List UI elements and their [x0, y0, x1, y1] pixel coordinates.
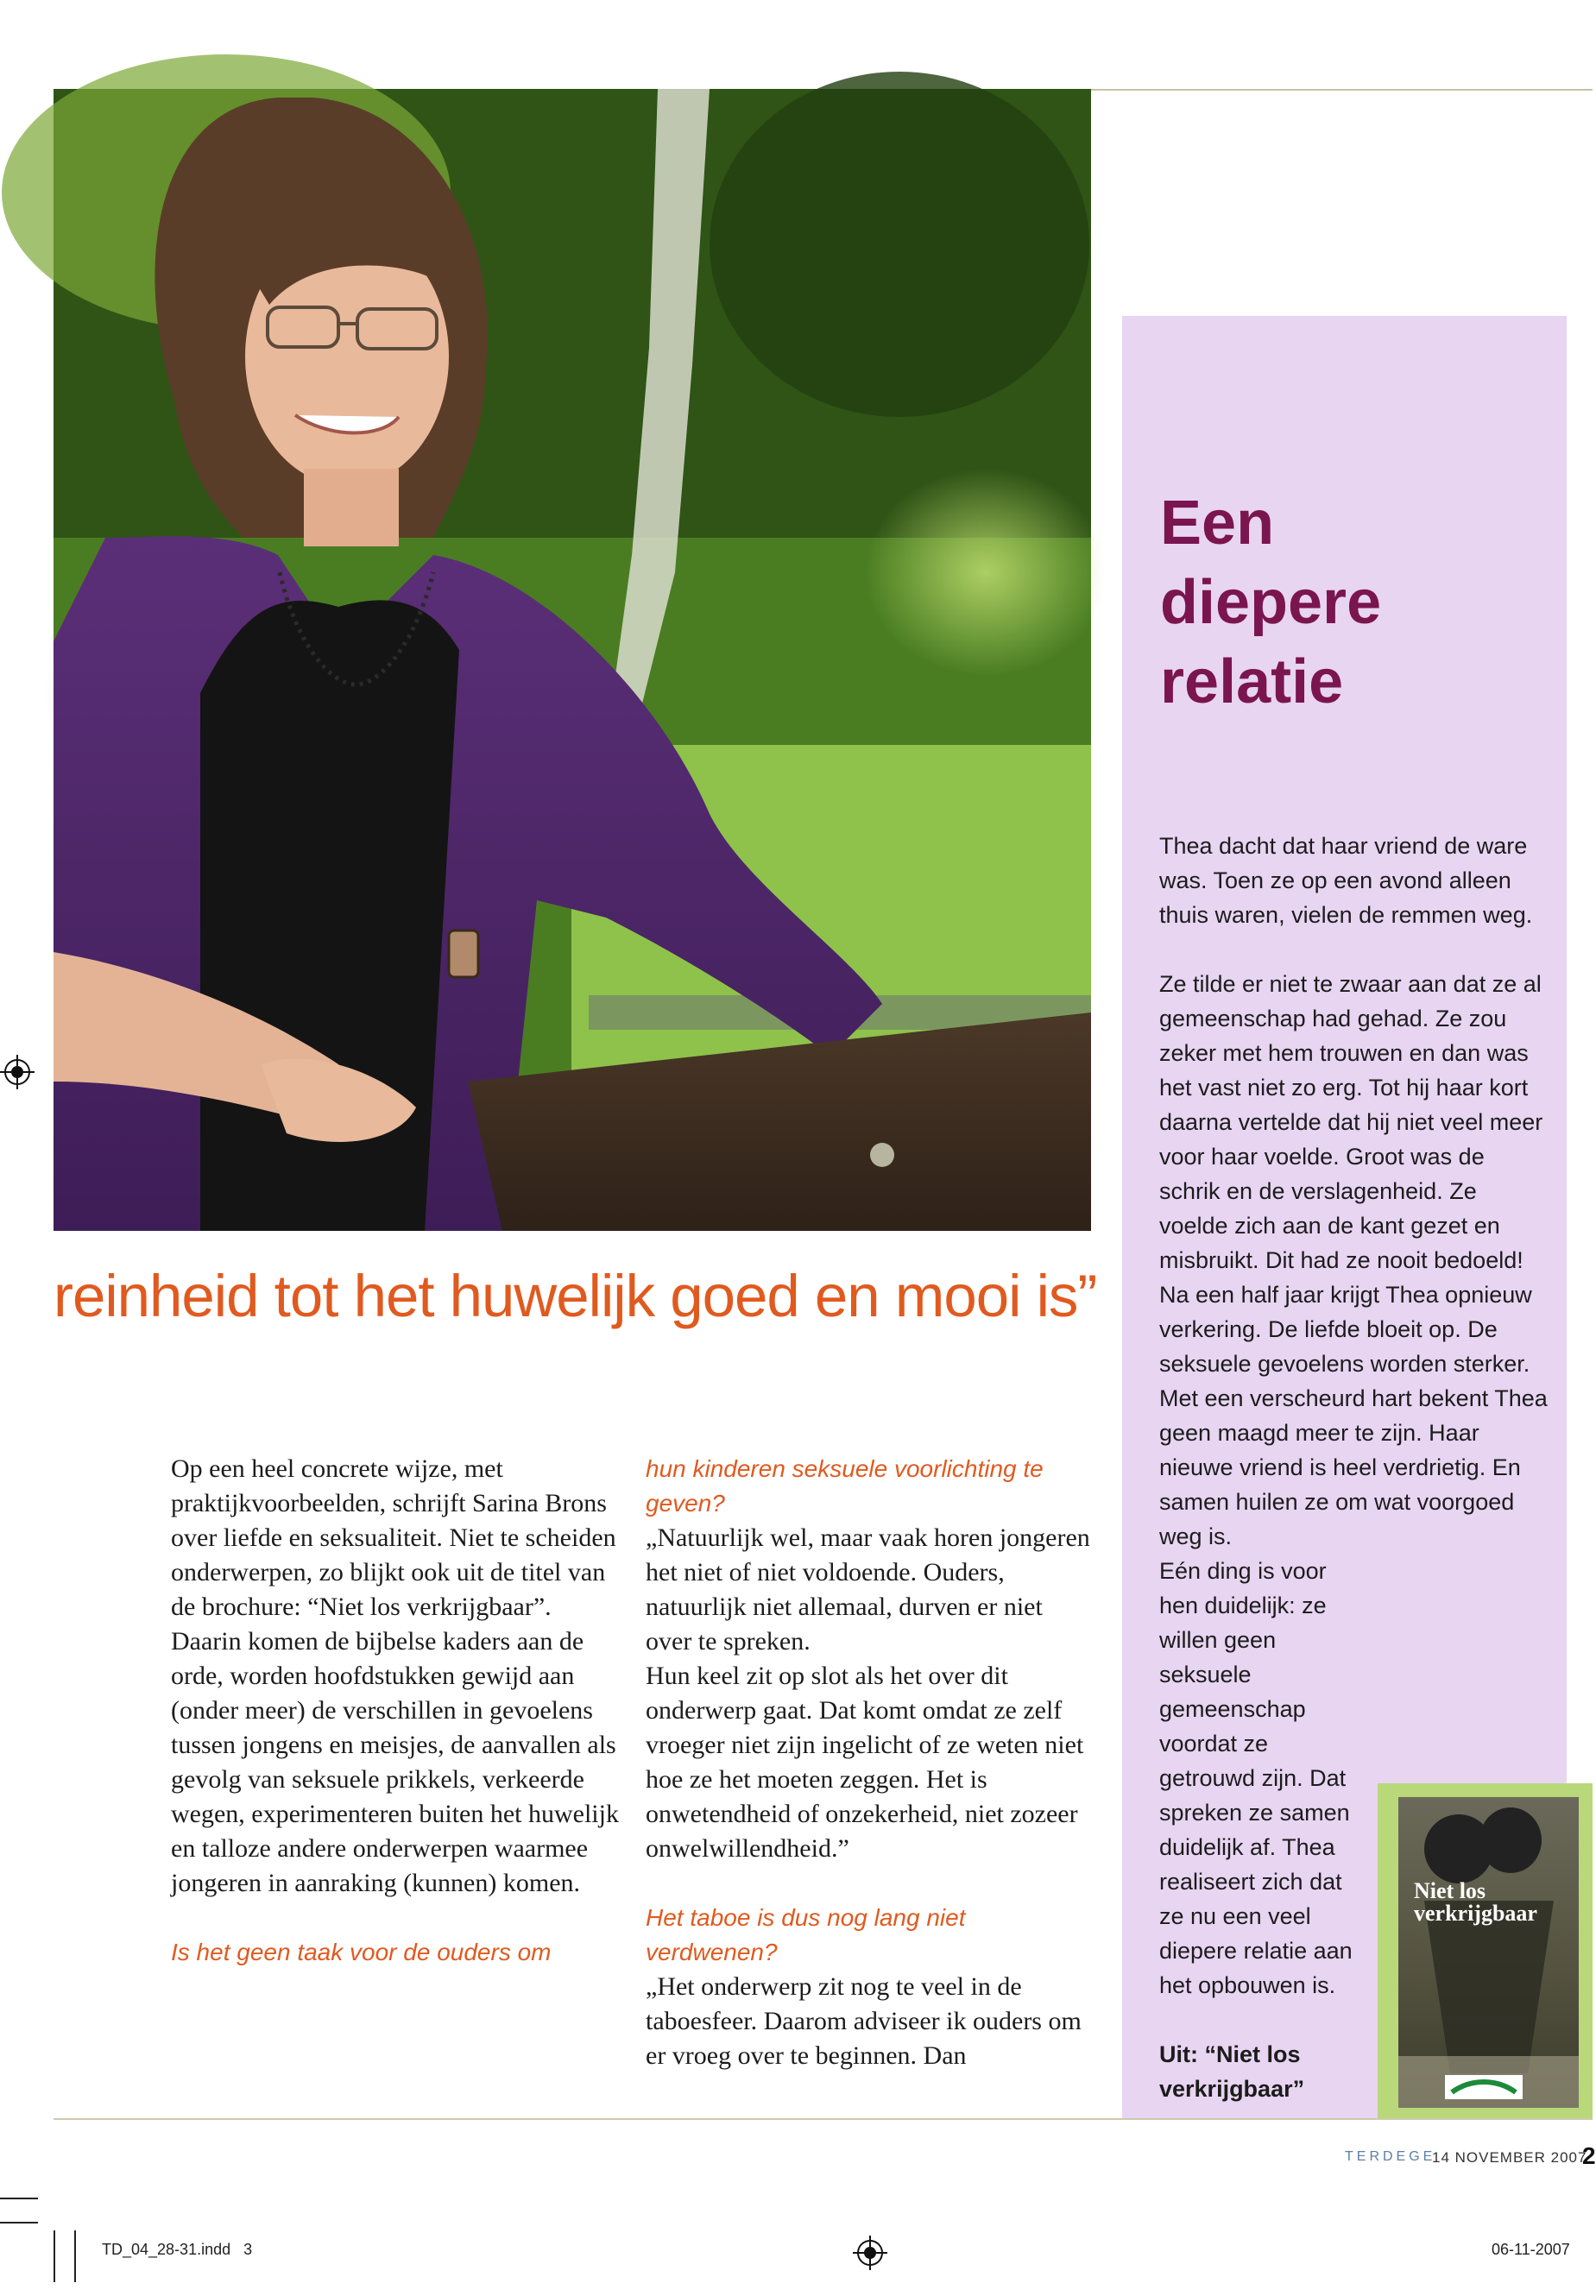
sidebar-paragraph: Ze tilde er niet te zwaar aan dat ze al gemeenschap had gehad. Ze zou zeker met hem trouwen en dan was het vast niet zo erg. Tot hij haar kort daarna vertelde dat hij niet veel meer voor haar voelde. Groot was de schrik en de verslagenheid. Ze voelde zich aan de kant gezet en misbruikt. Dit had ze nooit bedoeld!	[1159, 971, 1543, 1273]
book-cover	[1378, 1783, 1593, 2120]
article-column-1	[171, 1452, 620, 1970]
sidebar-title-line: Een	[1160, 489, 1275, 558]
slug-date: 06-11-2007	[1492, 2241, 1570, 2258]
book-shadow-illustration	[1398, 1797, 1579, 2108]
sidebar-paragraph: Eén ding is voor hen duidelijk: ze willen geen seksuele gemeenschap voordat ze getrouwd zijn. Dat spreken ze samen duidelijk af. Thea realiseert zich dat ze nu een veel diepere relatie aan het opbouwen is.	[1159, 1558, 1353, 1998]
publisher-logo-icon	[1445, 2075, 1523, 2099]
footer-page-number: 2	[1582, 2142, 1596, 2169]
registration-mark-icon	[853, 2236, 887, 2270]
registration-mark-icon	[0, 1055, 35, 1089]
interview-question: Is het geen taak voor de ouders om	[171, 1939, 552, 1965]
sidebar-paragraph: Thea dacht dat haar vriend de ware was. Toen ze op een avond alleen thuis waren, vielen de remmen weg.	[1159, 833, 1533, 928]
article-paragraph: Daarin komen de bijbelse kaders aan de orde, worden hoofdstukken gewijd aan (onder meer) de verschillen in gevoelens tussen jongens en meisjes, de aanvallen als gevolg van seksuele prikkels, verkeerde wegen, experimenteren buiten het huwelijk en talloze andere onderwerpen waarmee jongeren in aanraking (kunnen) komen.	[171, 1627, 619, 1897]
article-paragraph: Op een heel concrete wijze, met praktijkvoorbeelden, schrijft Sarina Brons over liefde en seksualiteit. Niet te scheiden onderwerpen, zo blijkt ook uit de titel van de brochure: “Niet los verkrijgbaar”.	[171, 1454, 616, 1621]
sidebar-title	[1160, 483, 1540, 722]
interview-question: Het taboe is dus nog lang niet verdwenen?	[646, 1904, 966, 1965]
pull-quote: reinheid tot het huwelijk goed en mooi is”	[54, 1263, 1097, 1329]
article-paragraph: „Natuurlijk wel, maar vaak horen jongeren het niet of niet voldoende. Ouders, natuurlijk niet allemaal, durven er niet over te spreken.	[646, 1523, 1090, 1656]
footer-rule	[54, 2118, 1593, 2120]
crop-mark	[54, 2230, 55, 2282]
portrait-photo	[54, 89, 1091, 1231]
interview-question: hun kinderen seksuele voorlichting te geven?	[646, 1455, 1044, 1517]
book-cover-image	[1398, 1797, 1579, 2108]
sidebar-title-line: relatie	[1160, 647, 1344, 716]
footer-magazine-name: TERDEGE	[1345, 2149, 1436, 2164]
article-paragraph: „Het onderwerp zit nog te veel in de taboesfeer. Daarom adviseer ik ouders om er vroeg over te beginnen. Dan	[646, 1972, 1082, 2070]
book-title: Niet los verkrijgbaar	[1414, 1878, 1537, 1926]
sidebar-paragraph: Na een half jaar krijgt Thea opnieuw verkering. De liefde bloeit op. De seksuele gevoelens worden sterker. Met een verscheurd hart bekent Thea geen maagd meer te zijn. Haar nieuwe vriend is heel verdrietig. En samen huilen ze om wat voorgoed weg is.	[1159, 1282, 1548, 1549]
frame-rule-top	[1091, 89, 1593, 91]
slug-filename: TD_04_28-31.indd 3	[102, 2241, 253, 2258]
article-column-2	[646, 1452, 1094, 2073]
sidebar-source: Uit: “Niet los verkrijgbaar”	[1159, 2041, 1305, 2102]
crop-mark	[0, 2222, 38, 2223]
crop-mark	[74, 2230, 76, 2282]
crop-mark	[0, 2198, 38, 2199]
article-paragraph: Hun keel zit op slot als het over dit onderwerp gaat. Dat komt omdat ze zelf vroeger niet zijn ingelicht of ze weten niet hoe ze het moeten zeggen. Het is onwetendheid of onzekerheid, niet zozeer onwelwillendheid.”	[646, 1662, 1084, 1863]
footer-issue-date: 14 NOVEMBER 2007	[1432, 2149, 1587, 2166]
sidebar-title-line: diepere	[1160, 568, 1382, 637]
portrait-illustration	[54, 89, 1091, 1231]
